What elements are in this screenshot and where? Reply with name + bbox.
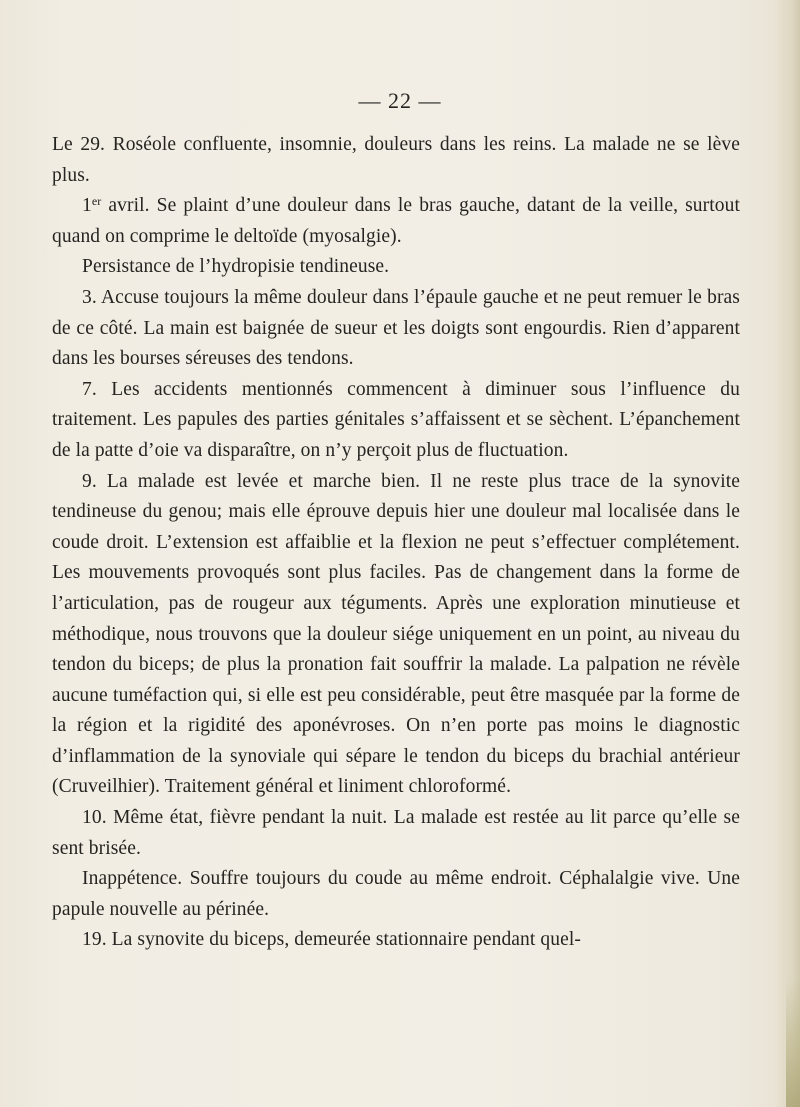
paragraph-inappetence: Inappétence. Souffre toujours du coude au même endroit. Céphalalgie vive. Une papule nouvelle au périnée. xyxy=(52,868,740,920)
paragraph-1-avril xyxy=(52,191,740,252)
paragraph-10: 10. Même état, fièvre pendant la nuit. La malade est restée au lit parce qu’elle se sent brisée. xyxy=(52,807,740,859)
paragraph-7: 7. Les accidents mentionnés commencent à diminuer sous l’influence du traitement. Les papules des parties génitales s’affaissent et se sèchent. L’épanchement de la patte d’oie va disparaître, on n’y perçoit plus de fluctuation. xyxy=(52,378,740,461)
paragraph-3: 3. Accuse toujours la même douleur dans l’épaule gauche et ne peut remuer le bras de ce côté. La main est baignée de sueur et les doigts sont engourdis. Rien d’apparent dans les bourses séreuses des tendons. xyxy=(52,286,740,370)
body-text xyxy=(52,130,740,956)
paragraph-29-intro: Le 29. Roséole confluente, insomnie, douleurs dans les reins. La malade ne se lève plus. xyxy=(52,134,740,186)
page-edge-stain xyxy=(786,980,800,1107)
date-ordinal: er xyxy=(91,194,102,209)
date-day: 1 xyxy=(82,195,92,217)
paragraph-19: 19. La synovite du biceps, demeurée stationnaire pendant quel- xyxy=(82,929,581,951)
page-number: — 22 — xyxy=(358,88,442,113)
paragraph-1-avril-text: avril. Se plaint d’une douleur dans le bras gauche, datant de la veille, surtout quand on comprime le deltoïde (myosalgie). xyxy=(52,195,740,247)
paragraph-persistance: Persistance de l’hydropisie tendineuse. xyxy=(82,256,390,278)
paragraph-9: 9. La malade est levée et marche bien. Il ne reste plus trace de la synovite tendineuse du genou; mais elle éprouve depuis hier une douleur mal localisée dans le coude droit. L’extension est affaiblie et la flexion ne peut s’effectuer complétement. Les mouvements provoqués sont plus faciles. Pas de changement dans la forme de l’articulation, pas de rougeur aux téguments. Après une exploration minutieuse et méthodique, nous trouvons que la douleur siége uniquement en un point, au niveau du tendon du biceps; de plus la pronation fait souffrir la malade. La palpation ne révèle aucune tuméfaction qui, si elle est peu considérable, peut être masquée par la forme de la région et la rigidité des aponévroses. On n’en porte pas moins le diagnostic d’inflammation de la synoviale qui sépare le tendon du biceps du brachial antérieur (Cruveilhier). Traitement général et liniment chloroformé. xyxy=(52,470,740,798)
page-edge-shading xyxy=(774,0,800,1107)
